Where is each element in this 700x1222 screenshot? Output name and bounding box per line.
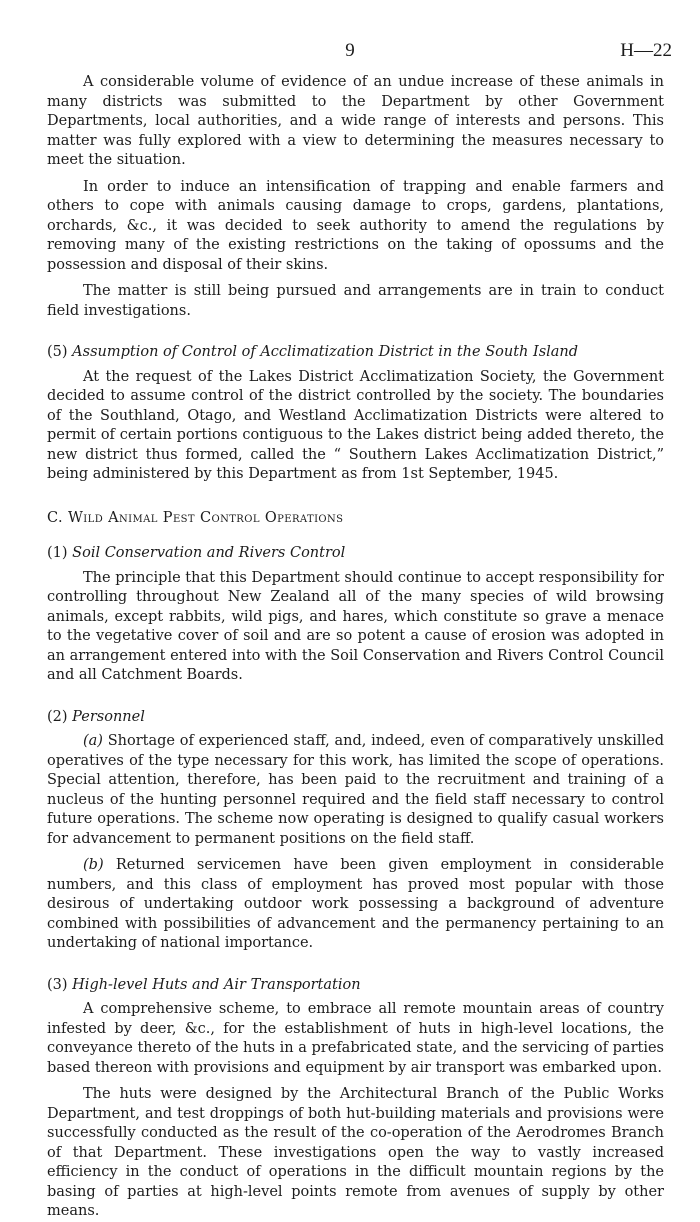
subsection-number: (3) (47, 976, 68, 993)
document-reference: H—22 (620, 40, 672, 61)
subsection-number: (2) (47, 708, 68, 725)
section-heading-c: C. Wild Animal Pest Control Operations (47, 509, 344, 526)
paragraph: A considerable volume of evidence of an undue increase of these animals in many districts was submitted to the Department by other Government Departments, local authorities, and a wide range of interests and persons. This matter was fully explored with a view to determining the measures necessary to meet the situation. (47, 74, 664, 168)
item-text: Returned servicemen have been given employment in considerable numbers, and this class of employment has proved most popular with those desirous of undertaking outdoor work possessing a background of adventure combined with possibilities of advancement and the permanency pertaining to an undertaking of national importance. (47, 857, 665, 951)
subsection-title: High-level Huts and Air Transportation (72, 976, 361, 993)
paragraph: The principle that this Department should continue to accept responsibility for controlling throughout New Zealand all of the many species of wild browsing animals, except rabbits, wild pigs, and hares, which constitute so grave a menace to the vegetative cover of soil and are so potent a cause of erosion was adopted in an arrangement entered into with the Soil Conservation and Rivers Control Council and all Catchment Boards. (47, 569, 664, 683)
paragraph: A comprehensive scheme, to embrace all remote mountain areas of country infested by deer, &c., for the establishment of huts in high-level locations, the conveyance thereto of the huts in a prefabricated state, and the servicing of parties based thereon with provisions and equipment by air transport was embarked upon. (47, 1001, 664, 1076)
paragraph (47, 856, 664, 954)
paragraph: The matter is still being pursued and arrangements are in train to conduct field investigations. (47, 283, 664, 319)
item-label: (b) (83, 857, 104, 873)
paragraph (47, 732, 664, 849)
subsection-title: Personnel (72, 708, 145, 725)
item-label: (a) (83, 733, 103, 749)
subsection-title: Soil Conservation and Rivers Control (72, 545, 346, 561)
subsection-number: (1) (47, 545, 68, 561)
subsection-heading-2 (47, 708, 664, 728)
subsection-heading-1 (47, 544, 664, 564)
subsection-heading-3 (47, 976, 664, 996)
section-title: Assumption of Control of Acclimatization District in the South Island (72, 344, 579, 360)
section-heading-5 (47, 343, 664, 363)
document-body (47, 73, 664, 1222)
paragraph: At the request of the Lakes District Acclimatization Society, the Government decided to assume control of the district controlled by the society. The boundaries of the Southland, Otago, and Westland Acclimatization Districts were altered to permit of certain portions contiguous to the Lakes district being added thereto, the new district thus formed, called the “ Southern Lakes Acclimatization District,” being administered by this Department as from 1st September, 1945. (47, 368, 664, 482)
page-number: 9 (345, 40, 355, 61)
section-number: (5) (47, 344, 68, 360)
item-text: Shortage of experienced staff, and, indeed, even of comparatively unskilled operatives of the type necessary for this work, has limited the scope of operations. Special attention, therefore, has been paid to the recruitment and training of a nucleus of the hunting personnel required and the field staff necessary to control future operations. The scheme now operating is designed to qualify casual workers for advancement to permanent positions on the field staff. (47, 733, 664, 847)
paragraph: The huts were designed by the Architectural Branch of the Public Works Department, and test droppings of both hut-building materials and provisions were successfully conducted as the result of the co-operation of the Aerodromes Branch of that Department. These investigations open the way to vastly increased efficiency in the conduct of operations in the difficult mountain regions by the basing of parties at high-level points remote from avenues of supply by other means. (47, 1086, 664, 1219)
paragraph: In order to induce an intensification of trapping and enable farmers and others to cope with animals causing damage to crops, gardens, plantations, orchards, &c., it was decided to seek authority to amend the regulations by removing many of the existing restrictions on the taking of opossums and the possession and disposal of their skins. (47, 178, 664, 273)
